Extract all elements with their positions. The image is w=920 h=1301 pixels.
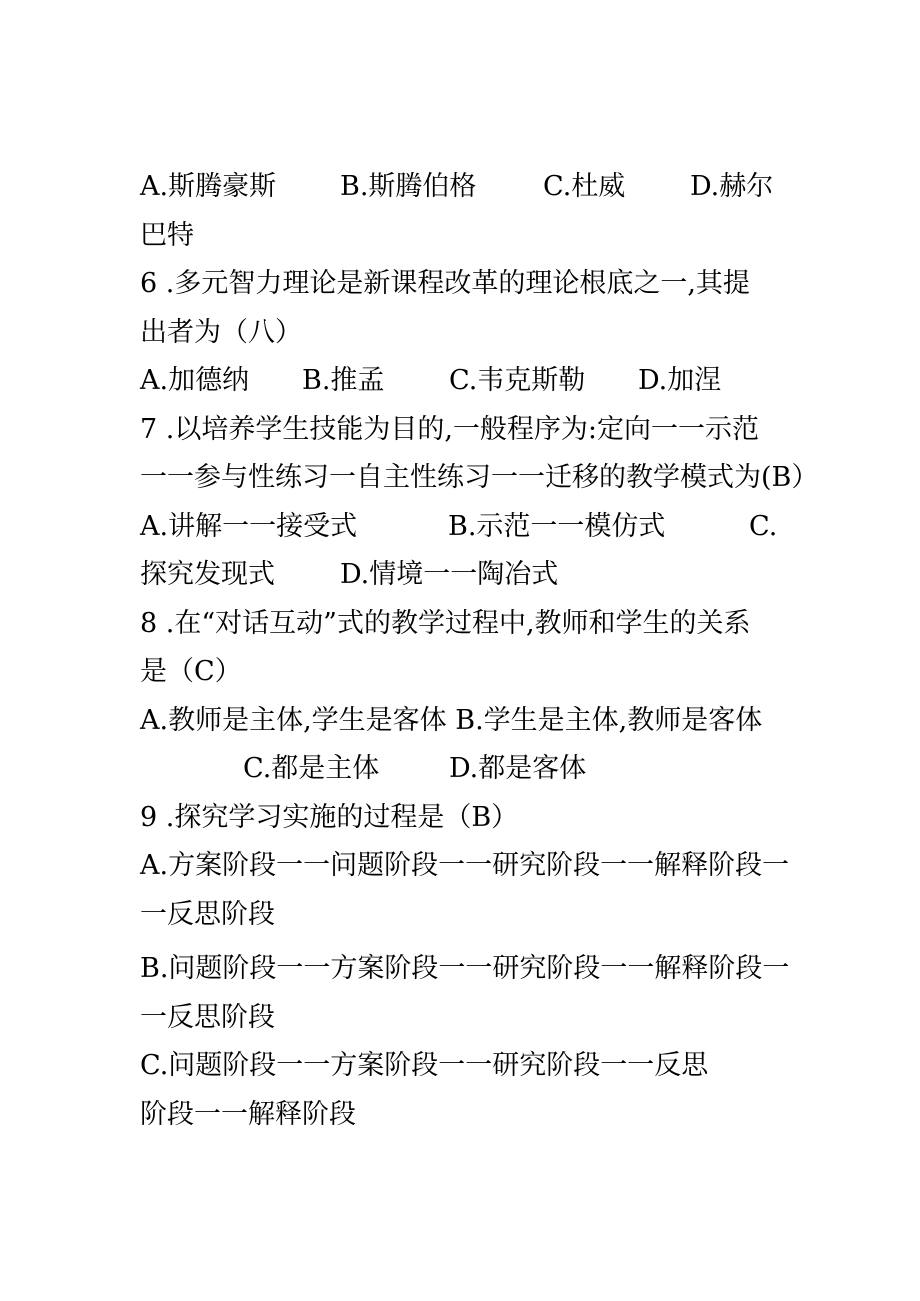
q6-option-c: C.韦克斯勒 bbox=[449, 365, 586, 396]
q9-option-c-line1: C.问题阶段一一方案阶段一一研究阶段一一反思 bbox=[140, 1050, 709, 1081]
q5-option-b: B.斯腾伯格 bbox=[340, 171, 477, 202]
q7-option-d: D.情境一一陶冶式 bbox=[340, 559, 559, 590]
q5-option-d: D.赫尔 bbox=[690, 171, 774, 202]
q6-stem-line2: 出者为（八） bbox=[140, 317, 302, 348]
q6-option-a: A.加德纳 bbox=[140, 365, 250, 396]
q9-option-a-line1: A.方案阶段一一问题阶段一一研究阶段一一解释阶段一 bbox=[140, 850, 790, 881]
q7-option-b: B.示范一一模仿式 bbox=[448, 511, 666, 542]
q5-option-a: A.斯腾豪斯 bbox=[140, 171, 277, 202]
q5-option-c: C.杜威 bbox=[543, 171, 626, 202]
q8-stem-line1: 8 .在“对话互动”式的教学过程中,教师和学生的关系 bbox=[140, 608, 751, 639]
q9-option-b-line1: B.问题阶段一一方案阶段一一研究阶段一一解释阶段一 bbox=[140, 953, 790, 984]
q6-option-b: B.推孟 bbox=[302, 365, 385, 396]
q6-stem-line1: 6 .多元智力理论是新课程改革的理论根底之一,其提 bbox=[140, 268, 750, 299]
q7-stem-line1: 7 .以培养学生技能为目的,一般程序为:定向一一示范 bbox=[140, 414, 760, 445]
q7-stem-line2: 一一参与性练习一自主性练习一一迁移的教学模式为(B） bbox=[140, 462, 819, 493]
q7-option-a: A.讲解一一接受式 bbox=[140, 511, 358, 542]
q9-option-a-line2: 一反思阶段 bbox=[140, 899, 275, 930]
q8-option-c: C.都是主体 bbox=[243, 753, 380, 784]
q7-option-c-continuation: 探究发现式 bbox=[140, 559, 275, 590]
q5-option-d-continuation: 巴特 bbox=[140, 220, 194, 251]
q9-option-b-line2: 一反思阶段 bbox=[140, 1002, 275, 1033]
q8-options-ab: A.教师是主体,学生是客体 B.学生是主体,教师是客体 bbox=[140, 705, 763, 736]
q9-option-c-line2: 阶段一一解释阶段 bbox=[140, 1099, 356, 1130]
q8-stem-line2: 是（C） bbox=[140, 656, 242, 687]
q7-option-c: C. bbox=[749, 511, 778, 542]
q9-stem: 9 .探究学习实施的过程是（B） bbox=[140, 802, 519, 833]
q6-option-d: D.加涅 bbox=[638, 365, 722, 396]
q8-option-d: D.都是客体 bbox=[449, 753, 587, 784]
